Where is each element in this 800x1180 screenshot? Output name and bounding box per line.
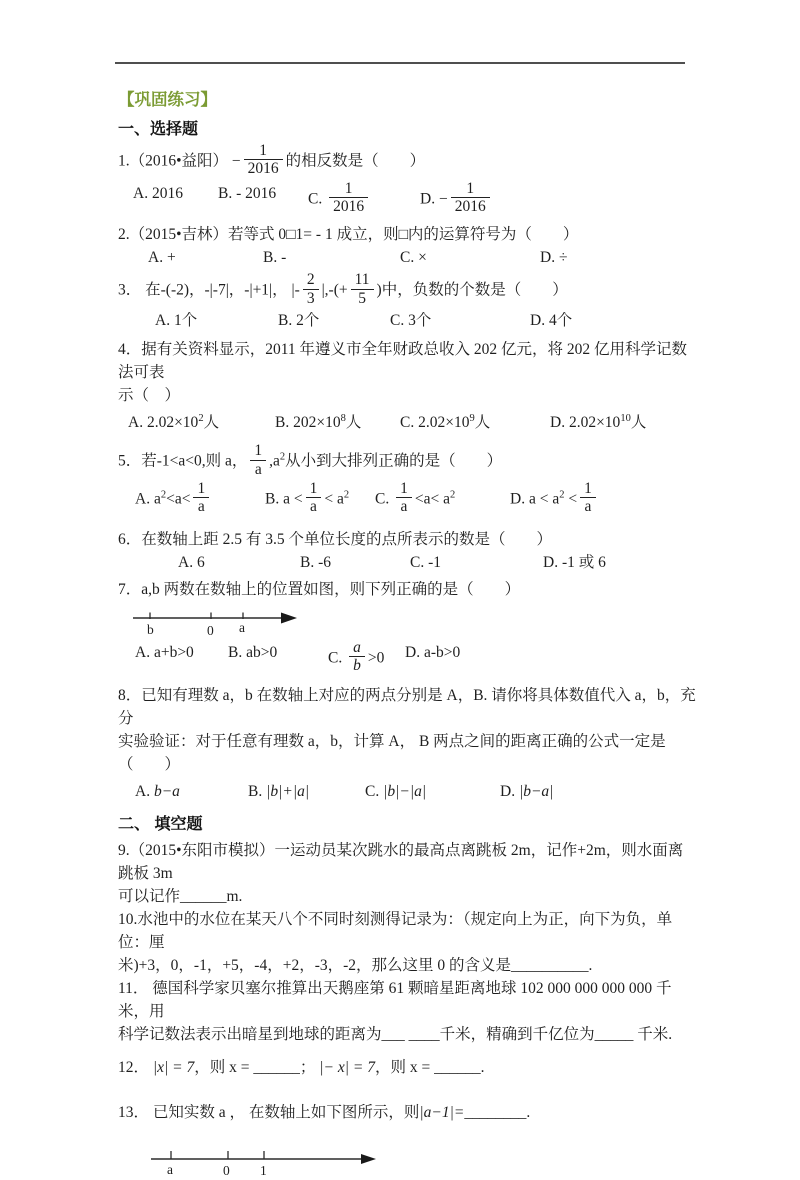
option-b-exponent: 8 [340, 413, 346, 424]
option-b: B. -6 [300, 553, 331, 571]
fraction [250, 442, 266, 478]
question-2 [118, 223, 698, 269]
option-c [400, 411, 550, 434]
question-8-options [118, 780, 698, 803]
q5-stem-pre: 5．若-1<a<0,则 a， [118, 452, 248, 470]
fraction-denominator: 3 [303, 289, 319, 307]
option-a: A. 1个 [155, 312, 198, 330]
option-a: A. + [148, 249, 176, 267]
q1-stem-post: 的相反数是（ ） [285, 152, 426, 170]
question-4-options [118, 411, 698, 434]
option-c: C. -1 [410, 553, 441, 571]
q13-blank: ________. [464, 1104, 531, 1122]
question-6 [118, 528, 698, 574]
question-7 [118, 578, 698, 677]
question-9 [118, 839, 698, 908]
question-1-options [118, 179, 698, 218]
option-d-exponent: 10 [620, 413, 631, 424]
fraction [193, 480, 209, 516]
nl1-label-b: b [147, 621, 154, 637]
fraction-denominator: 2016 [244, 159, 283, 177]
number-line-q13 [151, 1144, 379, 1180]
q12-text-2: ，则 x = ______. [374, 1059, 485, 1077]
option-b-exponent: 2 [343, 489, 350, 501]
fraction-denominator: 5 [351, 289, 374, 307]
option-a: A. 6 [178, 553, 205, 571]
question-6-stem: 6．在数轴上距 2.5 有 3.5 个单位长度的点所表示的数是（ ） [118, 530, 553, 548]
option-c: C. × [400, 249, 427, 267]
question-9-line2: 可以记作______m. [118, 888, 243, 906]
option-b-text: B. a < [265, 490, 303, 508]
question-12 [118, 1056, 698, 1079]
question-2-options [118, 246, 698, 269]
nl2-label-a: a [167, 1162, 173, 1178]
option-b: B. - [263, 249, 287, 267]
option-c-text: C. [375, 490, 394, 508]
question-8-stem-line2: 实验验证：对于任意有理数 a，b，计算 A， B 两点之间的距离正确的公式一定是（ ） [118, 733, 666, 774]
q3-stem-pre: 3． 在-(-2)，-|-7|，-|+1|， |- [118, 281, 300, 299]
q12-equation-2: |− x| = 7 [319, 1059, 375, 1077]
option-a [135, 780, 248, 803]
option-c [375, 479, 510, 518]
option-c-exponent: 2 [449, 489, 456, 501]
q12-text-1: ，则 x = ______； [194, 1059, 320, 1077]
q5-stem-mid: ,a [269, 452, 280, 470]
q3-stem-post: )中，负数的个数是（ ） [376, 281, 568, 299]
fraction [351, 271, 374, 307]
fraction-denominator: a [306, 497, 322, 515]
fraction-numerator: 2 [306, 271, 315, 289]
nl1-label-a: a [239, 619, 245, 635]
option-d [510, 479, 698, 518]
question-5 [118, 444, 698, 517]
option-c-label: C. [308, 190, 327, 208]
fraction [349, 639, 365, 675]
option-c-expression: |b|−|a| [383, 783, 427, 801]
nl2-label-zero: 0 [223, 1163, 230, 1179]
option-a-unit: 人 [203, 414, 220, 432]
option-b-text2: < a [324, 490, 344, 508]
question-1 [118, 144, 698, 217]
option-b: B. - 2016 [218, 184, 277, 202]
question-7-options [118, 638, 698, 677]
option-a [128, 411, 275, 434]
fraction-numerator: 1 [466, 179, 475, 197]
question-5-stem [118, 444, 698, 480]
question-4 [118, 338, 698, 434]
q13-text: 13． 已知实数 a ， 在数轴上如下图所示，则 [118, 1104, 420, 1122]
option-d: D. ÷ [540, 249, 568, 267]
option-d: D. 4个 [530, 312, 573, 330]
option-b-expression: |b|+|a| [266, 783, 310, 801]
question-4-stem-line1: 4．据有关资料显示，2011 年遵义市全年财政总收入 202 亿元，将 202 亿用科学记数法可表 [118, 341, 688, 382]
question-3-stem [118, 273, 698, 309]
fraction-numerator: 1 [344, 179, 353, 197]
fraction-numerator: 11 [354, 271, 370, 289]
fraction-denominator: a [396, 497, 412, 515]
question-8 [118, 684, 698, 803]
option-a-base: A. 2.02×10 [128, 414, 199, 432]
option-d-label: D. [500, 783, 519, 801]
question-5-options [118, 479, 698, 518]
question-13 [118, 1101, 698, 1124]
option-c-post: >0 [367, 649, 385, 667]
option-c [328, 638, 405, 677]
option-a-exponent: 2 [160, 489, 167, 501]
option-b: B. 2个 [278, 312, 320, 330]
option-c: C. 3个 [390, 312, 432, 330]
question-11-line1: 11． 德国科学家贝塞尔推算出天鹅座第 61 颗暗星距离地球 102 000 000 000 000 千米，用 [118, 980, 672, 1021]
option-d-base: D. 2.02×10 [550, 414, 621, 432]
worksheet-content [118, 88, 698, 1180]
fraction-numerator: 1 [400, 479, 408, 497]
fraction-numerator: 1 [197, 479, 206, 497]
fraction-denominator: a [193, 497, 209, 515]
question-4-stem-line2: 示（ ） [118, 387, 181, 405]
question-10-line1: 10.水池中的水位在某天八个不同时刻测得记录为：（规定向上为正，向下为负，单位：厘 [118, 911, 673, 952]
option-d-label: D. − [420, 190, 448, 208]
question-11 [118, 977, 698, 1046]
section-heading-fill-blank: 二、 填空题 [118, 816, 203, 834]
q12-equation-1: |x| = 7 [152, 1059, 195, 1077]
option-d-expression: |b−a| [518, 783, 554, 801]
question-10-line2: 米)+3，0，-1，+5，-4，+2，-3，-2，那么这里 0 的含义是__________. [118, 957, 593, 975]
option-d-text2: < [564, 490, 578, 508]
number-line-q7 [133, 605, 301, 639]
option-a [135, 479, 265, 518]
question-6-options [118, 551, 698, 574]
option-d: D. a-b>0 [405, 643, 461, 661]
option-a-text: A. a [135, 490, 161, 508]
fraction-denominator: a [250, 460, 266, 478]
fraction [329, 180, 368, 216]
option-b: B. ab>0 [228, 643, 278, 661]
question-11-line2: 科学记数法表示出暗星到地球的距离为___ ____千米，精确到千亿位为_____ 千米. [118, 1026, 673, 1044]
fraction-denominator: 2016 [451, 197, 490, 215]
fraction-denominator: b [349, 656, 365, 674]
nl1-label-zero: 0 [207, 622, 214, 638]
option-a: A. a+b>0 [135, 643, 194, 661]
option-c-base: C. 2.02×10 [400, 414, 470, 432]
option-c-label: C. [328, 649, 347, 667]
question-2-stem: 2.（2015•吉林）若等式 0□1= - 1 成立，则□内的运算符号为（ ） [118, 226, 579, 244]
fraction-denominator: a [580, 497, 596, 515]
fraction-denominator: 2016 [329, 197, 368, 215]
fraction [303, 271, 319, 307]
q3-stem-mid: |,-(+ [321, 281, 348, 299]
fraction [396, 480, 412, 516]
question-1-stem [118, 144, 698, 180]
option-d-exponent: 2 [559, 489, 565, 501]
nl2-label-one: 1 [260, 1163, 267, 1179]
q13-expression: |a−1|= [419, 1104, 465, 1122]
option-c-exponent: 9 [469, 413, 475, 424]
fraction [244, 142, 283, 178]
option-c [308, 179, 420, 218]
option-c-label: C. [365, 783, 384, 801]
option-b-base: B. 202×10 [275, 414, 341, 432]
section-heading-choice: 一、选择题 [118, 121, 199, 138]
fraction-numerator: 1 [584, 479, 592, 497]
option-b [265, 479, 375, 518]
q5-exponent: 2 [279, 451, 286, 463]
option-a-label: A. [135, 783, 154, 801]
option-d: D. -1 或 6 [543, 553, 606, 571]
question-8-stem-line1: 8．已知有理数 a，b 在数轴上对应的两点分别是 A，B. 请你将具体数值代入 a，b，充分 [118, 687, 696, 728]
option-b-label: B. [248, 783, 267, 801]
option-a: A. 2016 [133, 184, 183, 202]
option-b-unit: 人 [345, 414, 362, 432]
option-d-unit: 人 [630, 414, 647, 432]
fraction-numerator: 1 [259, 142, 268, 159]
top-divider [115, 62, 685, 64]
fraction-numerator: a [353, 638, 361, 656]
q5-stem-post: 从小到大排列正确的是（ ） [285, 452, 503, 470]
option-d [420, 179, 698, 218]
option-d [550, 411, 698, 434]
arrow-right-icon [361, 1154, 376, 1164]
fraction [580, 480, 596, 516]
option-c [365, 780, 500, 803]
option-a-text2: <a< [166, 490, 191, 508]
fraction [306, 480, 322, 516]
option-c-unit: 人 [474, 414, 491, 432]
arrow-right-icon [281, 612, 297, 623]
question-9-line1: 9.（2015•东阳市模拟）一运动员某次跳水的最高点离跳板 2m，记作+2m，则水面离跳板 3m [118, 842, 684, 883]
page-title: 【巩固练习】 [118, 91, 217, 109]
q1-stem-pre: 1.（2016•益阳） − [118, 152, 241, 170]
question-7-stem: 7．a,b 两数在数轴上的位置如图，则下列正确的是（ ） [118, 580, 521, 598]
question-3 [118, 273, 698, 332]
option-a-expression: b−a [153, 783, 180, 801]
question-3-options [118, 309, 698, 332]
option-d [500, 780, 698, 803]
option-b [275, 411, 400, 434]
option-b [248, 780, 365, 803]
fraction-numerator: 1 [309, 479, 318, 497]
option-c-text2: <a< a [414, 490, 450, 508]
q12-number: 12． [118, 1059, 153, 1077]
question-10 [118, 908, 698, 977]
option-d-text: D. a < a [510, 490, 560, 508]
option-a-exponent: 2 [198, 413, 204, 424]
fraction [451, 180, 490, 216]
fraction-numerator: 1 [254, 442, 263, 460]
